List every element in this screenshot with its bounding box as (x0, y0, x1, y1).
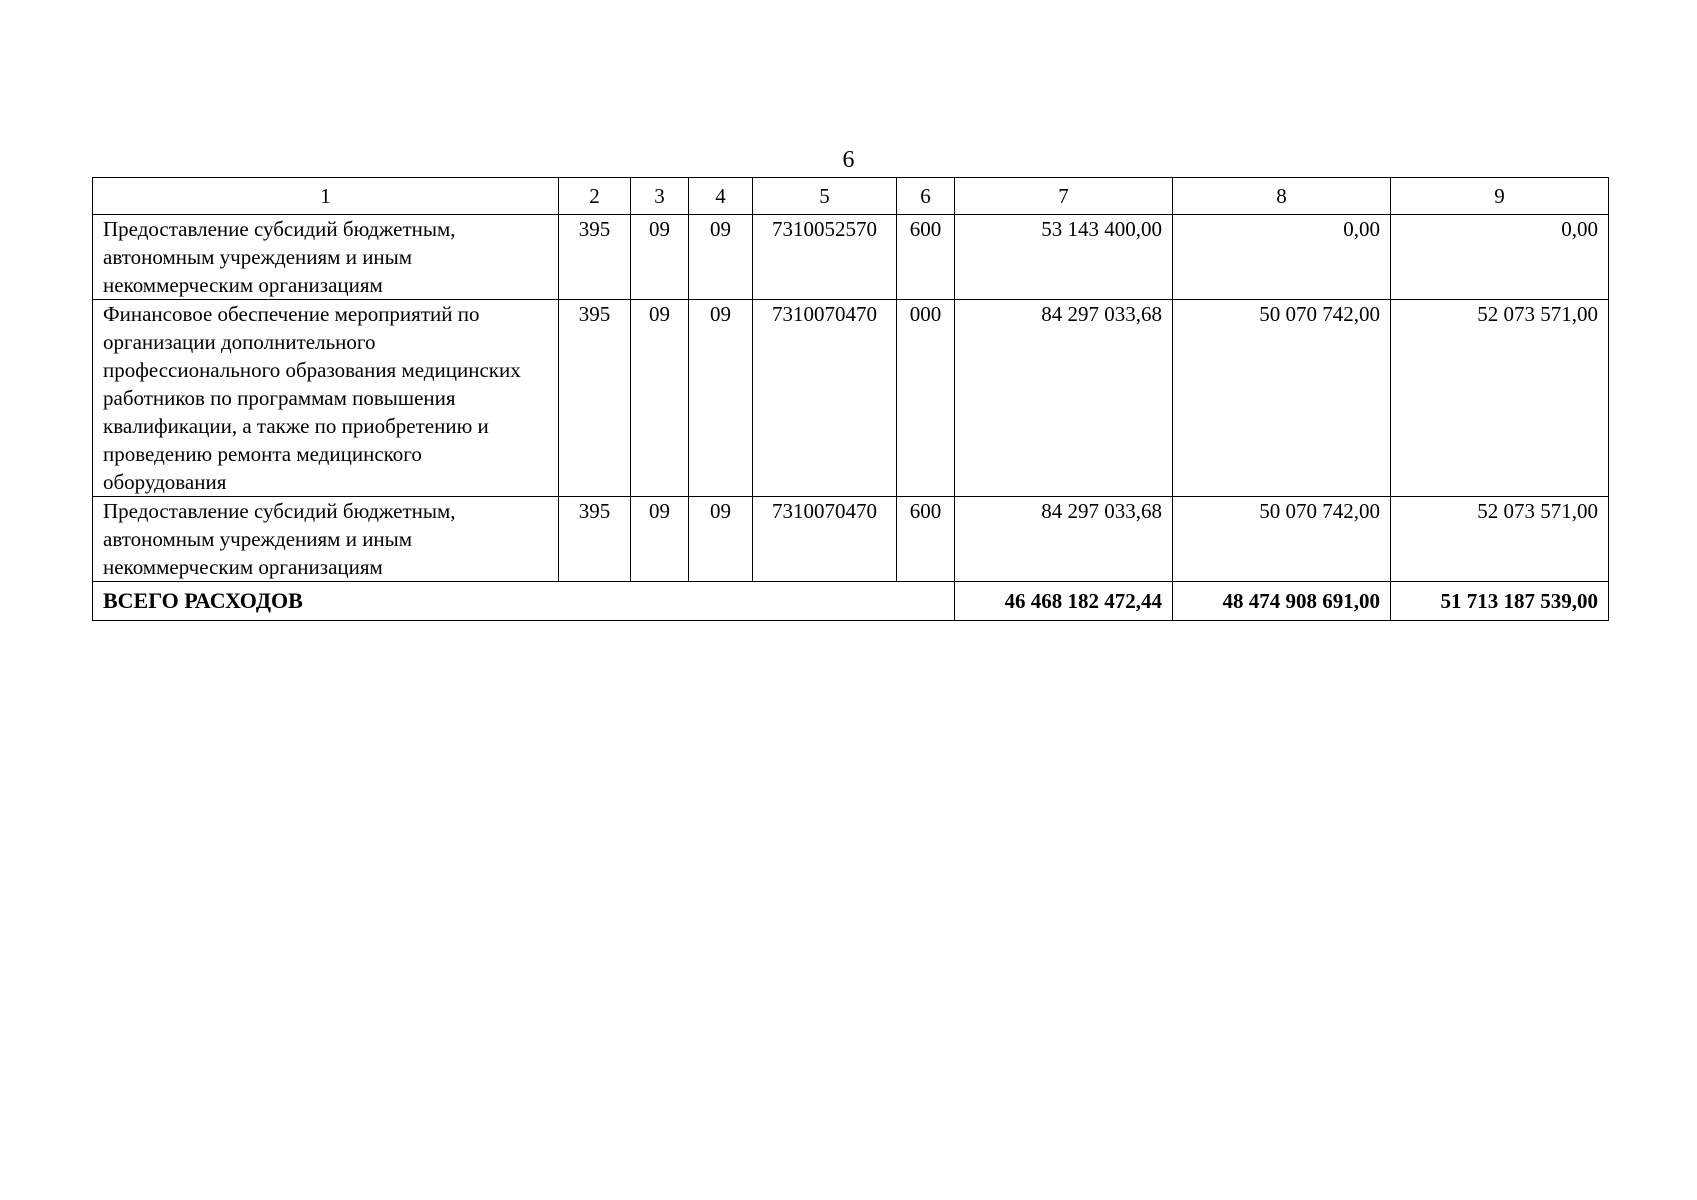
row-c2: 395 (559, 497, 631, 582)
total-c7: 46 468 182 472,44 (955, 582, 1173, 621)
row-c5: 7310070470 (753, 497, 897, 582)
row-c4: 09 (689, 497, 753, 582)
table-row (93, 497, 1609, 582)
header-cell: 2 (559, 178, 631, 215)
row-c6: 000 (897, 300, 955, 497)
row-name: Финансовое обеспечение мероприятий по организации дополнительного профессионального образования медицинских работников по программам повышения квалификации, а также по приобретению и проведению ремонта медицинского оборудования (93, 300, 559, 497)
row-c2: 395 (559, 215, 631, 300)
row-c4: 09 (689, 215, 753, 300)
row-c6: 600 (897, 497, 955, 582)
header-cell: 5 (753, 178, 897, 215)
row-c3: 09 (631, 497, 689, 582)
total-row (93, 582, 1609, 621)
row-c8: 0,00 (1173, 215, 1391, 300)
table-row (93, 300, 1609, 497)
total-label: ВСЕГО РАСХОДОВ (93, 582, 955, 621)
table-row (93, 215, 1609, 300)
row-name: Предоставление субсидий бюджетным, автономным учреждениям и иным некоммерческим организациям (93, 497, 559, 582)
total-c9: 51 713 187 539,00 (1391, 582, 1609, 621)
header-cell: 7 (955, 178, 1173, 215)
page-number: 6 (842, 147, 855, 173)
row-c9: 52 073 571,00 (1391, 497, 1609, 582)
row-c7: 84 297 033,68 (955, 497, 1173, 582)
row-c3: 09 (631, 300, 689, 497)
table-header-row (93, 178, 1609, 215)
row-c9: 52 073 571,00 (1391, 300, 1609, 497)
row-c2: 395 (559, 300, 631, 497)
row-c3: 09 (631, 215, 689, 300)
header-cell: 6 (897, 178, 955, 215)
row-c8: 50 070 742,00 (1173, 497, 1391, 582)
row-c5: 7310070470 (753, 300, 897, 497)
row-c4: 09 (689, 300, 753, 497)
header-cell: 3 (631, 178, 689, 215)
row-c5: 7310052570 (753, 215, 897, 300)
header-cell: 8 (1173, 178, 1391, 215)
header-cell: 4 (689, 178, 753, 215)
header-cell: 9 (1391, 178, 1609, 215)
row-c8: 50 070 742,00 (1173, 300, 1391, 497)
row-c7: 53 143 400,00 (955, 215, 1173, 300)
row-c7: 84 297 033,68 (955, 300, 1173, 497)
header-cell: 1 (93, 178, 559, 215)
total-c8: 48 474 908 691,00 (1173, 582, 1391, 621)
row-name: Предоставление субсидий бюджетным, автономным учреждениям и иным некоммерческим организациям (93, 215, 559, 300)
row-c6: 600 (897, 215, 955, 300)
row-c9: 0,00 (1391, 215, 1609, 300)
budget-table (92, 177, 1609, 621)
